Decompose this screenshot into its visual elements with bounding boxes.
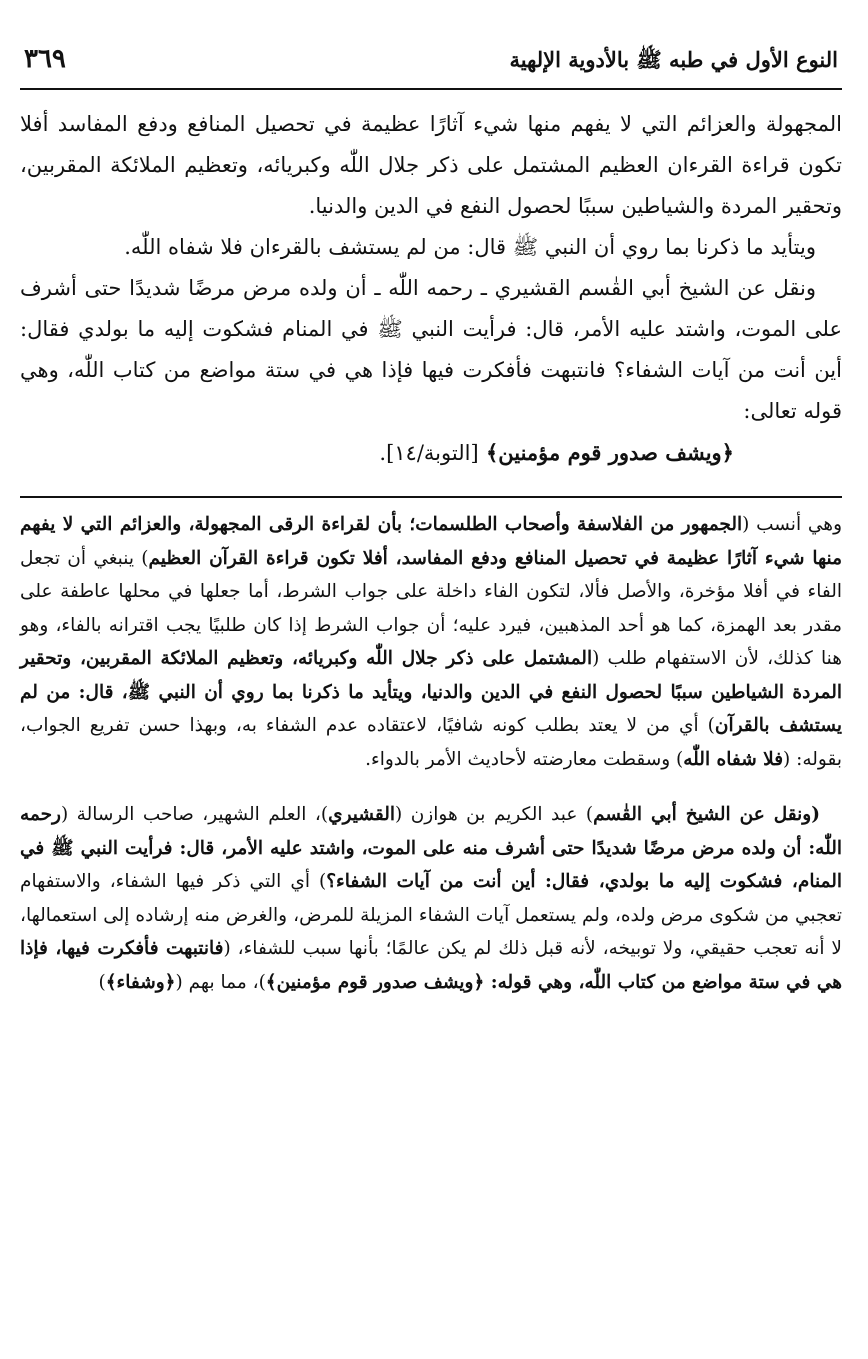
- commentary-explanation-text: ) أي من لا يعتد بطلب كونه شافيًا، لاعتقاده عدم الشفاء به، وبهذا حسن تفريع الجواب، بقوله: (: [20, 715, 842, 770]
- commentary: [20, 508, 842, 999]
- verse-text: ﴿ويشف صدور قوم مؤمنين﴾: [485, 440, 734, 465]
- commentary-explanation-text: )، مما بهم (: [175, 971, 266, 993]
- page-number: ٣٦٩: [24, 44, 66, 74]
- commentary-separator: [20, 496, 842, 498]
- commentary-explanation-text: ): [98, 971, 106, 993]
- book-page: [20, 44, 842, 1344]
- main-paragraph-3: ونقل عن الشيخ أبي القٰسم القشيري ـ رحمه اللّٰه ـ أن ولده مرض مرضًا شديدًا حتى أشرف على الموت، واشتد عليه الأمر، قال: فرأيت النبي ﷺ في المنام فشكوت إليه ما بولدي فقال: أين أنت من آيات الشفاء؟ فانتبهت فأفكرت فيها فإذا هي في ستة مواضع من كتاب اللّٰه، وهي قوله تعالى:: [20, 276, 842, 423]
- running-title: النوع الأول في طبه ﷺ بالأدوية الإلهية: [509, 47, 838, 72]
- commentary-paragraph-1: [20, 508, 842, 776]
- main-text: [20, 104, 842, 474]
- commentary-paragraph-2: [20, 798, 842, 999]
- commentary-quoted-text: الجمهور من الفلاسفة وأصحاب الطلسمات؛ بأن لقراءة الرقى المجهولة، والعزائم التي لا يفهم منها شيء آثارًا عظيمة في تحصيل المنافع ودفع المفاسد، أفلا تكون قراءة القرآن العظيم: [20, 514, 842, 569]
- main-paragraph-1: المجهولة والعزائم التي لا يفهم منها شيء آثارًا عظيمة في تحصيل المنافع ودفع المفاسد أفلا تكون قراءة القرءان العظيم المشتمل على ذكر جلال اللّٰه وكبريائه، وتعظيم الملائكة المقربين، وتحقير المردة والشياطين سببًا لحصول النفع في الدين والدنيا.: [20, 112, 842, 218]
- commentary-explanation-text: ) وسقطت معارضته لأحاديث الأمر بالدواء.: [365, 748, 684, 770]
- commentary-explanation-text: ) أي التي ذكر فيها الشفاء، والاستفهام تعجبي من شكوى مرض ولده، ولم يستعمل آيات الشفاء المزيلة للمرض، والغرض منه إرشاده إلى استعمالها، لا أنه تعجب حقيقي، ولا توبيخه، لأنه قبل ذلك لم يكن عالمًا؛ بأنها سبب للشفاء، (: [20, 871, 842, 959]
- page-header: [20, 44, 842, 90]
- commentary-explanation-text: )، العلم الشهير، صاحب الرسالة (: [60, 804, 329, 825]
- commentary-explanation-text: وهي أنسب (: [742, 514, 842, 535]
- commentary-quoted-text: ﴿وشفاء﴾: [105, 971, 176, 993]
- commentary-quoted-text: فلا شفاه اللّٰه: [683, 748, 784, 770]
- commentary-quoted-text: رحمه اللّٰه: أن ولده مرض مرضًا شديدًا حتى أشرف منه على الموت، واشتد عليه الأمر، قال: فرأيت النبي ﷺ في المنام، فشكوت إليه ما بولدي، فقال: أين أنت من آيات الشفاء؟: [20, 804, 843, 892]
- commentary-quoted-text: المشتمل على ذكر جلال اللّٰه وكبريائه، وتعظيم الملائكة المقربين، وتحقير المردة الشياطين سببًا لحصول النفع في الدين والدنيا، ويتأيد ما ذكرنا بما روي أن النبي ﷺ، قال: من لم يستشف بالقرآن: [20, 648, 842, 736]
- commentary-quoted-text: القشيري: [328, 804, 396, 825]
- quranic-verse: [20, 432, 842, 474]
- main-paragraph-2: ويتأيد ما ذكرنا بما روي أن النبي ﷺ قال: من لم يستشف بالقرءان فلا شفاه اللّٰه.: [124, 235, 816, 259]
- commentary-quoted-text: فانتبهت فأفكرت فيها، فإذا هي في ستة مواضع من كتاب اللّٰه، وهي قوله: ﴿ويشف صدور قوم مؤمنين﴾: [20, 938, 842, 993]
- verse-reference: [التوبة/١٤].: [379, 441, 479, 465]
- commentary-quoted-text: (ونقل عن الشيخ أبي القٰسم: [593, 804, 820, 825]
- commentary-explanation-text: ) عبد الكريم بن هوازن (: [395, 804, 594, 825]
- commentary-explanation-text: ) ينبغي أن تجعل الفاء في أفلا مؤخرة، والأصل فألا، لتكون الفاء داخلة على جواب الشرط، أما جعلها في محلها عاطفة على مقدر بعد الهمزة، كما هو أحد المذهبين، فيرد عليه؛ أن جواب الشرط إذا كان طلبيًا يجب اقترانه بالفاء، وهو هنا كذلك، لأن الاستفهام طلب (: [20, 547, 843, 669]
